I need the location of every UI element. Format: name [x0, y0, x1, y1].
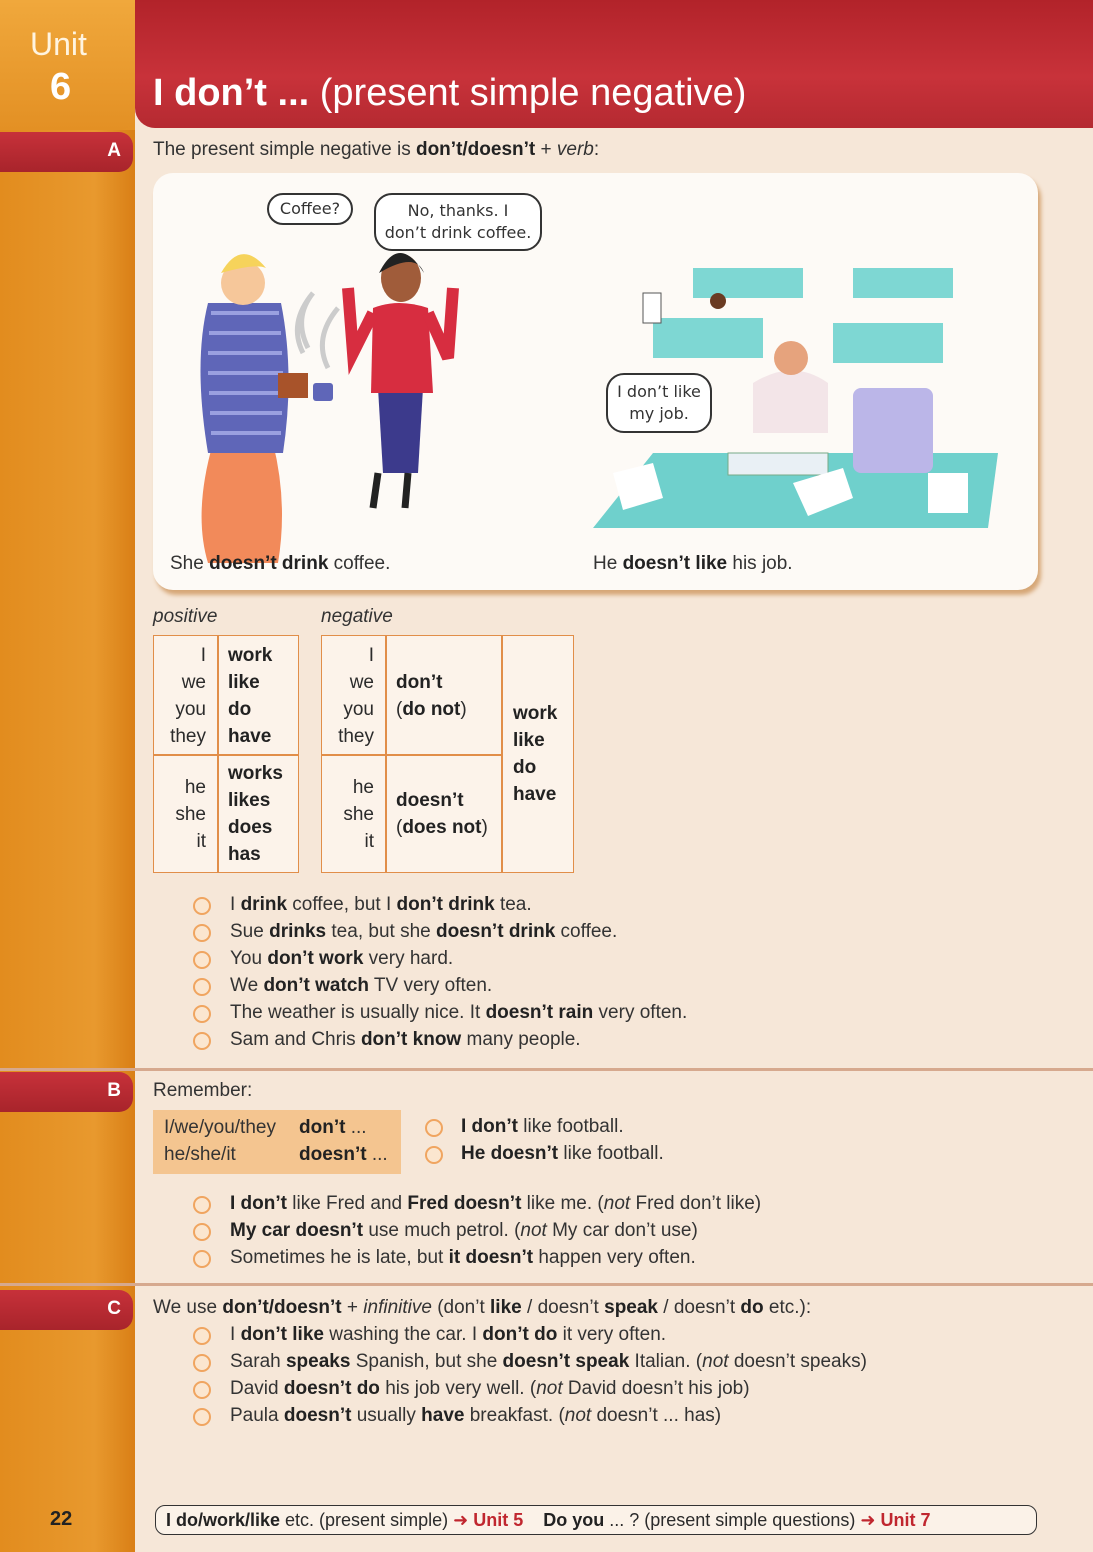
negative-table [321, 635, 574, 873]
bubble-no-thanks-line1: No, thanks. I [407, 201, 509, 220]
ex-italic: not [603, 1193, 631, 1214]
example-a1 [230, 894, 532, 916]
remember-dots: ... [366, 1144, 388, 1165]
section-c-tab [0, 1290, 133, 1330]
ex-text: We [230, 975, 264, 996]
bullet-icon [193, 897, 211, 915]
intro-text: / doesn’t [521, 1297, 605, 1318]
remember-row1-right [299, 1117, 367, 1139]
ex-text: TV very often. [369, 975, 493, 996]
ex-italic: not [520, 1220, 547, 1241]
intro-italic: verb [556, 139, 594, 160]
ex-text: Sarah [230, 1351, 286, 1372]
bullet-icon [193, 1032, 211, 1050]
arrow-icon: ➜ [453, 1510, 469, 1530]
ex-text: The weather is usually nice. It [230, 1002, 486, 1023]
ex-text: like football. [558, 1143, 664, 1164]
ex-text: You [230, 948, 268, 969]
example-c3 [230, 1378, 750, 1400]
intro-plus: + [341, 1297, 364, 1318]
pronoun-he: he [352, 777, 374, 798]
example-b3 [230, 1247, 696, 1269]
aux-does-not-line [396, 814, 488, 841]
pronoun-they: they [170, 726, 206, 747]
verb-do: do [228, 699, 252, 720]
caption-right [593, 553, 793, 575]
verb-does: does [228, 817, 273, 838]
section-a-tab [0, 132, 133, 172]
ex-text: many people. [461, 1029, 581, 1050]
pronoun-we: we [349, 672, 374, 693]
intro-text: The present simple negative is [153, 139, 416, 160]
bullet-icon [193, 1250, 211, 1268]
title-bold: I don’t ... [153, 72, 310, 114]
verb-has: has [228, 844, 261, 865]
ex-bold: doesn’t speak [502, 1351, 630, 1372]
ex-text: I [230, 1324, 241, 1345]
ex-bold: speaks [285, 1351, 351, 1372]
ex-text: doesn’t speaks) [728, 1351, 867, 1372]
caption-right-post: his job. [727, 553, 793, 574]
bullet-icon [193, 1408, 211, 1426]
ex-text: breakfast. ( [464, 1405, 565, 1426]
intro-bold: don’t/doesn’t [415, 139, 536, 160]
positive-pronouns-2 [154, 774, 206, 855]
paren-open: ( [396, 699, 403, 720]
aux-do-not: do not [402, 699, 461, 720]
section-b-divider [0, 1068, 1093, 1071]
ref1-text: etc. (present simple) [280, 1510, 454, 1530]
ex-text: tea, but she [326, 921, 436, 942]
ex-bold: I don’t [461, 1116, 518, 1137]
caption-left [170, 553, 390, 575]
intro-text: (don’t [431, 1297, 491, 1318]
example-b2 [230, 1220, 698, 1242]
ex-bold: doesn’t rain [485, 1002, 594, 1023]
example-b-side1 [461, 1116, 624, 1138]
ex-bold: don’t watch [263, 975, 369, 996]
verb-have: have [513, 784, 557, 805]
unit-7-link[interactable]: Unit 7 [880, 1510, 931, 1530]
arrow-icon: ➜ [860, 1510, 876, 1530]
caption-right-pre: He [593, 553, 623, 574]
ex-bold: doesn’t [283, 1405, 352, 1426]
example-c2 [230, 1351, 867, 1373]
bullet-icon [193, 951, 211, 969]
ex-text: like Fred and [286, 1193, 408, 1214]
remember-dots: ... [345, 1117, 367, 1138]
section-c-divider [0, 1283, 1093, 1286]
ex-text: coffee. [555, 921, 618, 942]
intro-text: We use [153, 1297, 223, 1318]
cross-reference-bar [155, 1505, 1037, 1535]
example-a2 [230, 921, 617, 943]
remember-row1-left: I/we/you/they [164, 1117, 276, 1138]
ex-text: very hard. [363, 948, 454, 969]
example-c1 [230, 1324, 666, 1346]
remember-dont: don’t [299, 1117, 346, 1138]
example-b1 [230, 1193, 761, 1215]
negative-label: negative [321, 606, 393, 627]
verb-likes: likes [228, 790, 271, 811]
ex-bold: My car doesn’t [230, 1220, 364, 1241]
bubble-no-thanks-line2: don’t drink coffee. [384, 223, 532, 242]
ex-text: Spanish, but she [350, 1351, 503, 1372]
intro-bold: don’t/doesn’t [222, 1297, 342, 1318]
speech-bubble-job [606, 373, 712, 433]
caption-left-bold: doesn’t drink [209, 553, 329, 574]
ex-bold: He doesn’t [461, 1143, 559, 1164]
remember-label: Remember: [153, 1080, 253, 1101]
speech-bubble-coffee [267, 193, 353, 225]
positive-table [153, 635, 299, 873]
paren-open: ( [396, 817, 403, 838]
example-a4 [230, 975, 492, 997]
intro-bold: like [490, 1297, 522, 1318]
intro-plus: + [535, 139, 557, 160]
ex-bold: don’t do [482, 1324, 558, 1345]
ex-bold: don’t like [240, 1324, 324, 1345]
section-c-letter: C [107, 1298, 121, 1319]
ex-text: it very often. [557, 1324, 667, 1345]
pronoun-it: it [196, 831, 206, 852]
bullet-icon [193, 978, 211, 996]
ex-text: use much petrol. ( [363, 1220, 521, 1241]
pronoun-you: you [343, 699, 374, 720]
aux-dont: don’t [396, 672, 443, 693]
ex-text: Paula [230, 1405, 284, 1426]
pronoun-you: you [175, 699, 206, 720]
verb-work: work [228, 645, 273, 666]
pronoun-it: it [364, 831, 374, 852]
ex-bold: drink [240, 894, 288, 915]
ref1-bold: I do/work/like [166, 1510, 281, 1530]
ex-text: like football. [517, 1116, 624, 1137]
illustration-svg [153, 173, 1038, 590]
ex-text: Sam and Chris [230, 1029, 361, 1050]
woman-with-coffee-figure [201, 254, 339, 563]
unit-number: 6 [50, 66, 72, 108]
intro-bold: speak [604, 1297, 658, 1318]
aux-does-not: does not [402, 817, 482, 838]
pronoun-we: we [181, 672, 206, 693]
verb-like: like [228, 672, 260, 693]
aux-doesnt: doesn’t [396, 790, 464, 811]
pronoun-he: he [184, 777, 206, 798]
verb-have: have [228, 726, 272, 747]
unit-word: Unit [30, 26, 87, 62]
ex-text: Sometimes he is late, but [230, 1247, 449, 1268]
bullet-icon [193, 1223, 211, 1241]
verb-works: works [228, 763, 283, 784]
pronoun-i: I [368, 645, 374, 666]
bubble-job-line1: I don’t like [617, 382, 701, 401]
negative-verbs [513, 700, 557, 808]
ex-text: washing the car. I [323, 1324, 483, 1345]
ex-bold: drinks [269, 921, 327, 942]
example-c4 [230, 1405, 721, 1427]
intro-colon: : [593, 139, 600, 160]
pronoun-they: they [338, 726, 374, 747]
remember-doesnt: doesn’t [299, 1144, 367, 1165]
speech-bubble-no-thanks [374, 193, 542, 251]
remember-row2-left: he/she/it [164, 1144, 236, 1165]
ex-italic: not [536, 1378, 563, 1399]
ex-text: usually [351, 1405, 422, 1426]
negative-table-row-divider [322, 754, 502, 756]
example-a3 [230, 948, 453, 970]
ex-bold: Fred doesn’t [407, 1193, 522, 1214]
illustration-panel [153, 173, 1038, 590]
positive-verbs-1 [228, 642, 272, 750]
ex-text: I [230, 894, 241, 915]
verb-do: do [513, 757, 537, 778]
ex-bold: I don’t [230, 1193, 287, 1214]
section-a-intro [153, 139, 599, 161]
intro-text: / doesn’t [658, 1297, 741, 1318]
ex-bold: don’t know [360, 1029, 462, 1050]
positive-label: positive [153, 606, 218, 627]
bullet-icon [193, 1327, 211, 1345]
bubble-job-line2: my job. [629, 404, 689, 423]
example-a5 [230, 1002, 687, 1024]
section-b-letter: B [107, 1080, 121, 1101]
unit-box [0, 0, 135, 130]
section-c-intro [153, 1297, 811, 1319]
ref2-bold: Do you [543, 1510, 605, 1530]
ex-text: tea. [494, 894, 532, 915]
side-strip-shade [0, 130, 135, 1552]
aux-do-not-line [396, 696, 467, 723]
bullet-icon [193, 924, 211, 942]
ref2-text: ... ? (present simple questions) [604, 1510, 861, 1530]
ex-text: happen very often. [533, 1247, 696, 1268]
ex-text: Italian. ( [629, 1351, 703, 1372]
caption-left-pre: She [170, 553, 210, 574]
ex-text: coffee, but I [287, 894, 397, 915]
pronoun-i: I [200, 645, 206, 666]
section-a-letter: A [107, 140, 121, 161]
remember-row2-right [299, 1144, 388, 1166]
positive-table-row-divider [154, 754, 298, 756]
ex-text: David doesn’t his job) [562, 1378, 750, 1399]
page-title [153, 72, 746, 115]
ex-text: My car don’t use) [546, 1220, 698, 1241]
positive-verbs-2 [228, 760, 283, 868]
positive-pronouns-1 [154, 642, 206, 750]
ex-text: his job very well. ( [379, 1378, 537, 1399]
intro-italic: infinitive [363, 1297, 432, 1318]
example-a6 [230, 1029, 581, 1051]
ex-bold: have [421, 1405, 465, 1426]
intro-bold: do [740, 1297, 764, 1318]
remember-box [153, 1110, 401, 1174]
ex-bold: doesn’t drink [435, 921, 556, 942]
bullet-icon [193, 1354, 211, 1372]
ex-text: Fred don’t like) [630, 1193, 762, 1214]
ex-bold: don’t drink [396, 894, 495, 915]
paren-close: ) [460, 699, 467, 720]
bullet-icon [193, 1381, 211, 1399]
page-number: 22 [50, 1508, 73, 1530]
ex-bold: don’t work [267, 948, 364, 969]
section-b-tab [0, 1072, 133, 1112]
verb-work: work [513, 703, 558, 724]
bullet-icon [425, 1146, 443, 1164]
bullet-icon [193, 1196, 211, 1214]
ex-text: like me. ( [521, 1193, 604, 1214]
bullet-icon [425, 1119, 443, 1137]
paren-close: ) [481, 817, 488, 838]
bullet-icon [193, 1005, 211, 1023]
verb-like: like [513, 730, 545, 751]
negative-pronouns-2 [322, 774, 374, 855]
pronoun-she: she [175, 804, 206, 825]
example-b-side2 [461, 1143, 664, 1165]
unit-5-link[interactable]: Unit 5 [473, 1510, 524, 1530]
ex-text: very often. [593, 1002, 688, 1023]
ex-text: David [230, 1378, 284, 1399]
negative-pronouns-1 [322, 642, 374, 750]
ex-italic: not [702, 1351, 729, 1372]
negative-aux-1 [396, 669, 467, 723]
caption-left-post: coffee. [328, 553, 391, 574]
woman-refusing-figure [348, 253, 453, 508]
pronoun-she: she [343, 804, 374, 825]
ex-text: Sue [230, 921, 270, 942]
ex-bold: it doesn’t [448, 1247, 534, 1268]
ex-text: doesn’t ... has) [591, 1405, 722, 1426]
ex-bold: doesn’t do [283, 1378, 380, 1399]
caption-right-bold: doesn’t like [622, 553, 728, 574]
bubble-coffee-text: Coffee? [279, 199, 341, 218]
negative-aux-2 [396, 787, 488, 841]
title-rest: (present simple negative) [309, 72, 747, 114]
ex-italic: not [564, 1405, 592, 1426]
intro-text: etc.): [763, 1297, 812, 1318]
